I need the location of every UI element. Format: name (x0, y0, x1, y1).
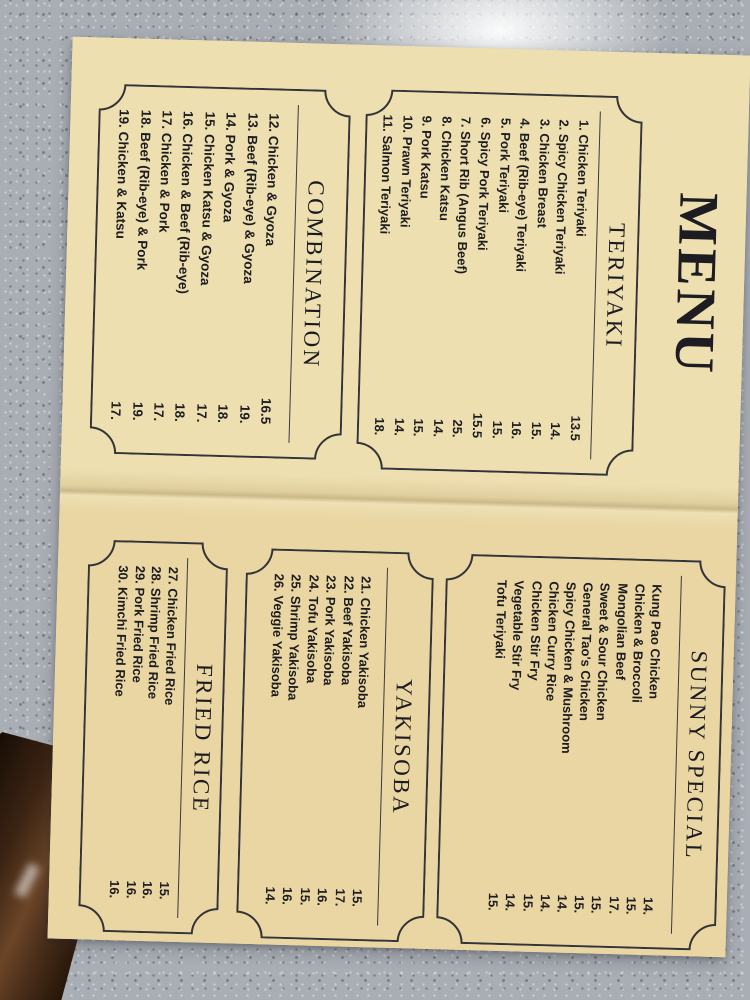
item-name: 2. Spicy Chicken Teriyaki (552, 119, 573, 275)
item-price: 14. (640, 896, 656, 916)
item-price: 15. (349, 888, 366, 908)
item-price: 15.5 (469, 412, 486, 439)
item-name: Chicken Curry Rice (543, 581, 562, 702)
item-price: 19. (236, 404, 253, 424)
item-price: 15. (571, 894, 588, 914)
item-name: 29. Pork Fried Rice (129, 565, 148, 684)
item-price: 15. (410, 418, 427, 437)
item-name: 3. Chicken Breast (534, 118, 553, 229)
item-name: Tofu Teriyaki (492, 579, 511, 660)
item-price: 18. (371, 417, 388, 436)
item-name: 1. Chicken Teriyaki (573, 119, 592, 238)
item-list (483, 555, 666, 950)
item-price: 14. (502, 892, 519, 912)
item-name: Vegetable Stir Fry (509, 580, 528, 691)
item-name: 10. Prawn Teriyaki (397, 114, 416, 228)
item-name: 13. Beef (Rib-eye) & Gyoza (240, 112, 261, 284)
item-price: 15. (623, 896, 639, 915)
item-price: 15. (297, 887, 313, 906)
item-price: 17. (108, 401, 124, 421)
item-price: 14. (537, 893, 553, 913)
item-name: 15. Chicken Katsu & Gyoza (197, 111, 218, 286)
section-title: TERIYAKI (601, 222, 630, 350)
item-price: 16. (107, 879, 123, 899)
menu-content (48, 37, 750, 958)
item-name: 18. Beef (Rib-eye) & Pork (133, 109, 154, 271)
item-price: 15. (528, 421, 544, 441)
item-name: Chicken & Broccoli (629, 583, 648, 704)
item-name: Mongolian Beef (612, 583, 631, 681)
section-title: COMBINATION (298, 179, 329, 370)
item-name: Spicy Chicken & Mushroom (558, 581, 579, 754)
item-price: 25. (450, 419, 466, 438)
item-price: 16. (140, 880, 156, 900)
item-price: 19. (129, 401, 146, 421)
item-list (259, 548, 374, 941)
item-name: Chicken Stir Fry (526, 580, 545, 681)
item-price: 17. (332, 888, 348, 907)
light-glint (14, 863, 40, 899)
section-title: FRIED RICE (188, 663, 218, 814)
item-price: 14. (391, 417, 407, 437)
item-name: 6. Spicy Pork Teriyaki (474, 117, 494, 251)
item-name: 26. Veggie Yakisoba (268, 573, 287, 698)
item-price: 18. (172, 402, 188, 423)
item-name: General Tao's Chicken (577, 582, 596, 722)
item-name: 16. Chicken & Beef (Rib-eye) (176, 110, 197, 295)
item-price: 16. (314, 887, 331, 907)
item-price: 17. (151, 402, 167, 422)
item-price: 15. (156, 881, 173, 900)
item-price: 17. (193, 403, 210, 423)
item-name: 8. Chicken Katsu (436, 115, 455, 222)
item-name: 12. Chicken & Gyoza (262, 113, 282, 247)
menu-paper (48, 37, 750, 958)
item-name: 24. Tofu Yakisoba (303, 574, 322, 684)
item-name: 28. Shrimp Fried Rice (145, 566, 165, 700)
item-name: Sweet & Sour Chicken (594, 582, 614, 721)
item-name: 22. Beef Yakisoba (338, 575, 357, 686)
item-list (105, 540, 182, 934)
item-price: 16.5 (257, 397, 274, 425)
item-name: 14. Pork & Gyoza (220, 111, 239, 223)
section-sunny-special (436, 553, 727, 951)
item-price: 15. (520, 893, 536, 912)
item-name: 4. Beef (Rib-eye) Teriyaki (513, 118, 533, 273)
item-price: 16. (280, 886, 296, 906)
item-price: 13.5 (567, 415, 584, 442)
item-list (101, 84, 282, 459)
section-combination (89, 83, 351, 460)
item-price: 16. (123, 880, 140, 899)
item-name: 5. Pork Teriyaki (495, 117, 514, 214)
item-price: 15. (489, 420, 505, 439)
item-price: 14. (548, 422, 564, 441)
item-price: 15. (485, 892, 502, 912)
section-yakisoba (236, 548, 435, 943)
item-name: 19. Chicken & Katsu (113, 108, 132, 240)
item-name: 17. Chicken & Pork (156, 110, 175, 233)
item-price: 18. (215, 404, 231, 424)
section-teriyaki (356, 89, 644, 477)
item-name: 30. Kimchi Fried Rice (112, 565, 132, 698)
section-title: YAKISOBA (388, 678, 417, 816)
item-name: Kung Pao Chicken (646, 584, 665, 700)
item-name: 27. Chicken Fried Rice (162, 566, 181, 706)
item-price: 16. (508, 420, 525, 440)
item-name: 11. Salmon Teriyaki (377, 114, 396, 235)
item-name: 7. Short Rib (Angus Beef) (454, 116, 475, 275)
menu-title: MENU (662, 191, 730, 377)
item-price: 14. (430, 418, 447, 438)
item-list (366, 89, 592, 475)
item-price: 14. (554, 894, 571, 913)
section-title: SUNNY SPECIAL (680, 650, 712, 861)
section-fried-rice (78, 539, 229, 935)
item-price: 15. (588, 895, 605, 914)
item-name: 9. Pork Katsu (417, 115, 435, 199)
item-name: 25. Shrimp Yakisoba (285, 573, 305, 701)
item-price: 17. (606, 895, 622, 915)
item-price: 14. (262, 886, 279, 905)
item-name: 23. Pork Yakisoba (320, 574, 340, 686)
fold-crease (59, 469, 738, 532)
item-name: 21. Chicken Yakisoba (355, 575, 374, 709)
